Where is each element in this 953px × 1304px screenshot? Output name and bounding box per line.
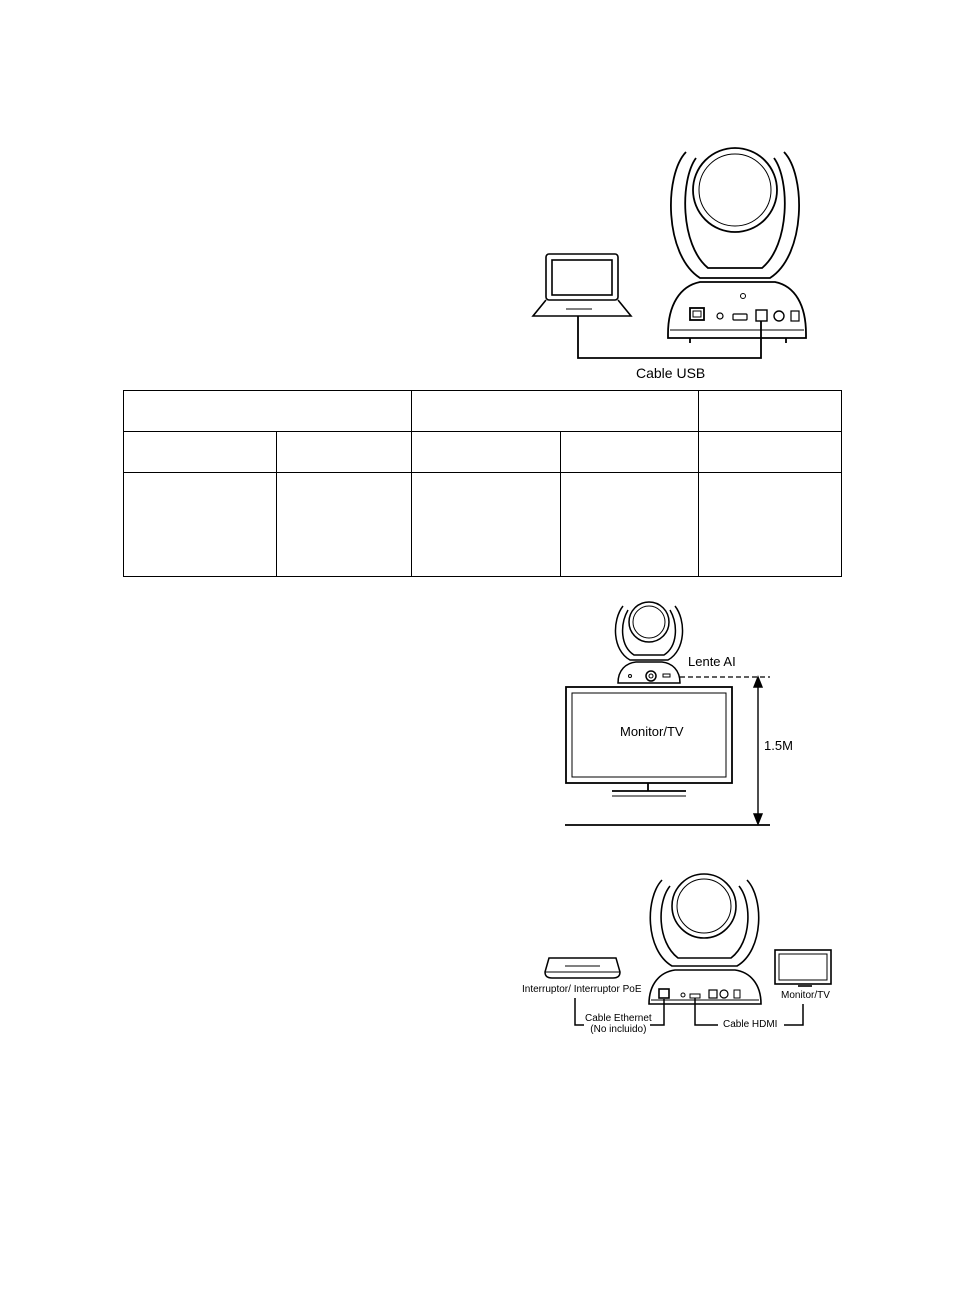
ptz-camera-icon xyxy=(668,148,806,343)
table-header-row xyxy=(124,391,842,432)
network-hdmi-connection-diagram xyxy=(520,870,840,1040)
table-cell xyxy=(124,391,412,432)
poe-switch-icon xyxy=(545,958,620,978)
ptz-camera-icon xyxy=(615,602,682,683)
table-cell xyxy=(561,432,699,473)
usb-cable-label: Cable USB xyxy=(636,365,706,381)
table-cell xyxy=(277,432,412,473)
table-cell xyxy=(124,473,277,577)
hdmi-cable-line xyxy=(784,1004,803,1025)
monitor-icon xyxy=(775,950,831,986)
ethernet-cable-label xyxy=(585,1013,652,1035)
laptop-icon xyxy=(533,254,631,316)
monitor-label: Monitor/TV xyxy=(620,724,684,739)
table-row xyxy=(124,432,842,473)
table-cell xyxy=(699,391,842,432)
table-cell xyxy=(699,432,842,473)
mounting-height-diagram xyxy=(560,600,780,830)
table-cell xyxy=(412,391,699,432)
ptz-camera-icon xyxy=(649,874,761,1004)
ethernet-cable-line xyxy=(575,998,584,1025)
monitor-label: Monitor/TV xyxy=(781,990,830,1001)
height-label: 1.5M xyxy=(764,738,793,753)
height-arrow xyxy=(754,677,762,824)
usb-connection-diagram xyxy=(520,140,840,385)
table-cell xyxy=(412,473,561,577)
ai-lens-label: Lente AI xyxy=(688,654,736,669)
table-cell xyxy=(699,473,842,577)
spec-table xyxy=(123,390,842,577)
monitor-icon xyxy=(566,687,732,796)
ethernet-cable-label-line2: (No incluido) xyxy=(590,1024,647,1035)
ethernet-cable-line xyxy=(650,999,664,1025)
hdmi-cable-label: Cable HDMI xyxy=(723,1019,778,1030)
ethernet-cable-label-line1: Cable Ethernet xyxy=(585,1013,652,1024)
table-cell xyxy=(124,432,277,473)
hdmi-cable-line xyxy=(695,998,718,1025)
switch-label: Interruptor/ Interruptor PoE xyxy=(522,984,642,995)
table-cell xyxy=(561,473,699,577)
table-cell xyxy=(277,473,412,577)
table-cell xyxy=(412,432,561,473)
table-row xyxy=(124,473,842,577)
